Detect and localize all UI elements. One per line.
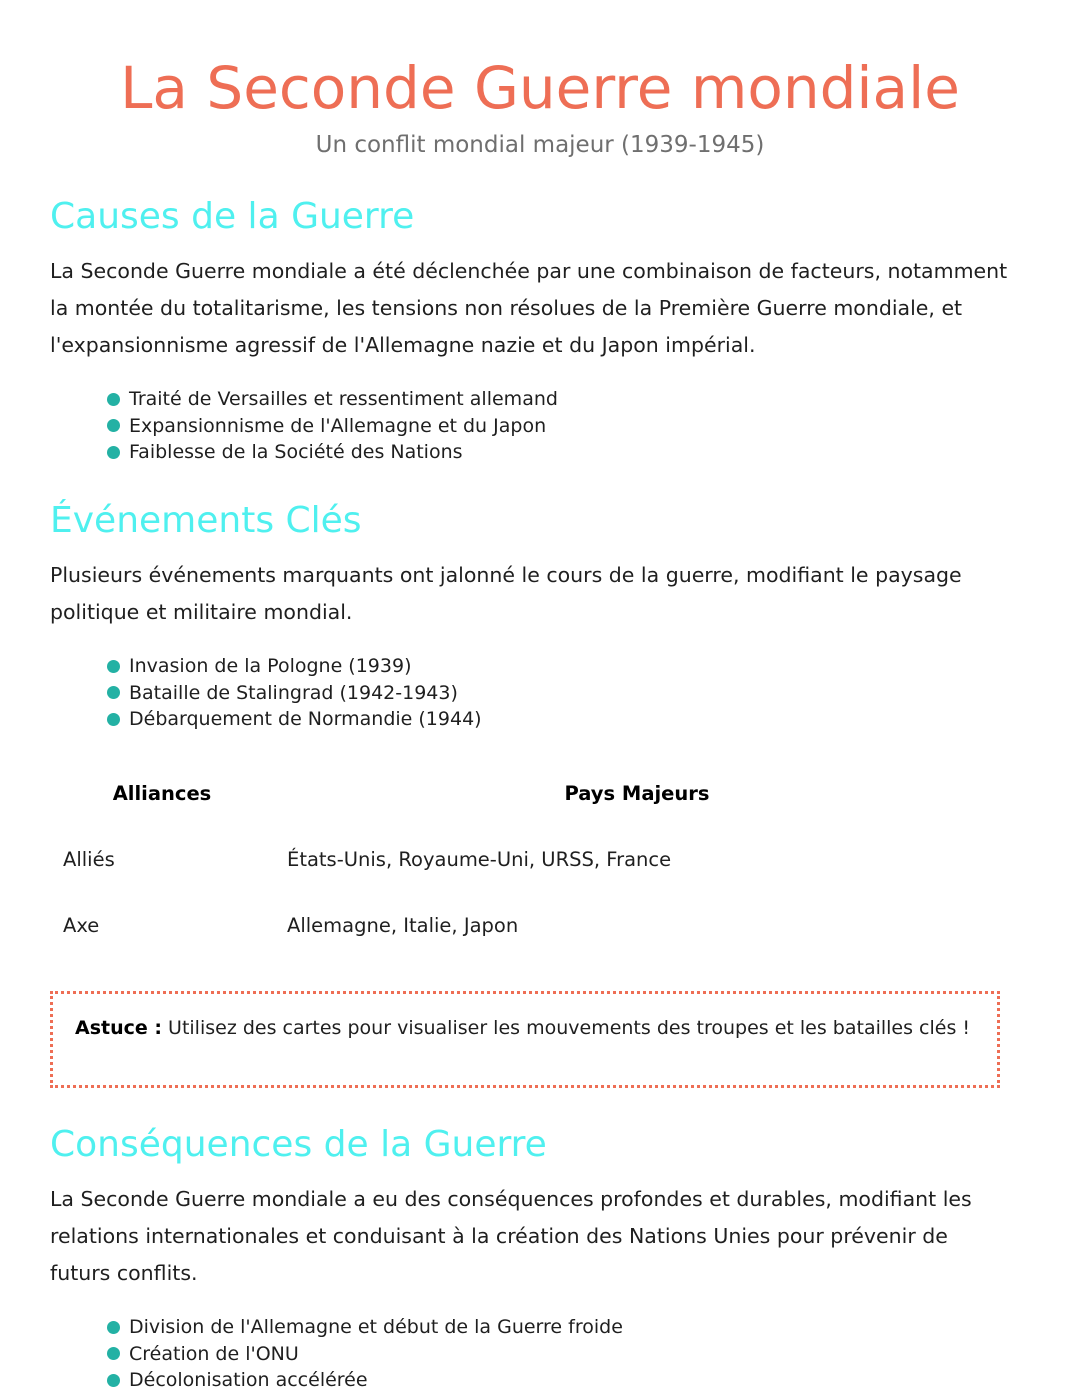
section-heading-causes: Causes de la Guerre — [50, 196, 415, 237]
bullet-dot-icon — [107, 1321, 120, 1334]
bullet-dot-icon — [107, 1347, 120, 1360]
tip-box — [50, 991, 1000, 1088]
table-cell-countries: États-Unis, Royaume-Uni, URSS, France — [287, 847, 672, 871]
table-cell-countries: Allemagne, Italie, Japon — [287, 913, 519, 937]
bullet-dot-icon — [107, 1374, 120, 1387]
list-item — [107, 706, 482, 733]
bullet-dot-icon — [107, 419, 120, 432]
list-item — [107, 653, 482, 680]
bullet-list-causes — [107, 386, 558, 466]
table-cell-alliance: Axe — [63, 913, 100, 937]
table-header-countries: Pays Majeurs — [564, 781, 710, 805]
list-item-text: Expansionnisme de l'Allemagne et du Japon — [129, 414, 547, 437]
list-item-text: Division de l'Allemagne et début de la Guerre froide — [129, 1316, 623, 1338]
bullet-list-events — [107, 653, 482, 733]
alliances-table — [50, 760, 1000, 958]
bullet-dot-icon — [107, 686, 120, 699]
list-item — [107, 680, 482, 707]
list-item — [107, 386, 558, 413]
bullet-dot-icon — [107, 713, 120, 726]
table-header-alliances: Alliances — [112, 781, 212, 805]
tip-label: Astuce : — [75, 1017, 162, 1039]
list-item-text: Débarquement de Normandie (1944) — [129, 708, 482, 730]
bullet-list-consequences — [107, 1314, 623, 1394]
section-paragraph-causes: La Seconde Guerre mondiale a été déclenchée par une combinaison de facteurs, notamment la montée du totalitarisme, les tensions non résolues de la Première Guerre mondiale, et l'expansionnisme agressif de l'Allemagne nazie et du Japon impérial. — [50, 259, 1008, 357]
list-item — [107, 1314, 623, 1341]
list-item-text: Faiblesse de la Société des Nations — [129, 441, 463, 463]
section-heading-consequences: Conséquences de la Guerre — [50, 1124, 547, 1165]
page-title: La Seconde Guerre mondiale — [120, 54, 960, 122]
section-paragraph-consequences: La Seconde Guerre mondiale a eu des conséquences profondes et durables, modifiant les relations internationales et conduisant à la création des Nations Unies pour prévenir de futurs conflits. — [50, 1187, 972, 1285]
table-row — [50, 826, 1000, 892]
bullet-dot-icon — [107, 660, 120, 673]
list-item-text: Traité de Versailles et ressentiment allemand — [129, 388, 558, 410]
tip-text: Utilisez des cartes pour visualiser les mouvements des troupes et les batailles clés ! — [168, 1017, 971, 1039]
table-header-row — [50, 760, 1000, 826]
list-item — [107, 1341, 623, 1368]
table-row — [50, 892, 1000, 958]
section-paragraph-events: Plusieurs événements marquants ont jalonné le cours de la guerre, modifiant le paysage politique et militaire mondial. — [50, 563, 962, 624]
table-cell-alliance: Alliés — [63, 847, 115, 871]
list-item-text: Bataille de Stalingrad (1942-1943) — [129, 681, 458, 704]
list-item-text: Création de l'ONU — [129, 1342, 299, 1365]
section-heading-events: Événements Clés — [50, 500, 362, 541]
list-item — [107, 1367, 623, 1394]
list-item — [107, 413, 558, 440]
list-item — [107, 439, 558, 466]
list-item-text: Invasion de la Pologne (1939) — [129, 655, 412, 677]
page-subtitle: Un conflit mondial majeur (1939-1945) — [315, 132, 765, 158]
bullet-dot-icon — [107, 393, 120, 406]
list-item-text: Décolonisation accélérée — [129, 1369, 368, 1391]
bullet-dot-icon — [107, 446, 120, 459]
